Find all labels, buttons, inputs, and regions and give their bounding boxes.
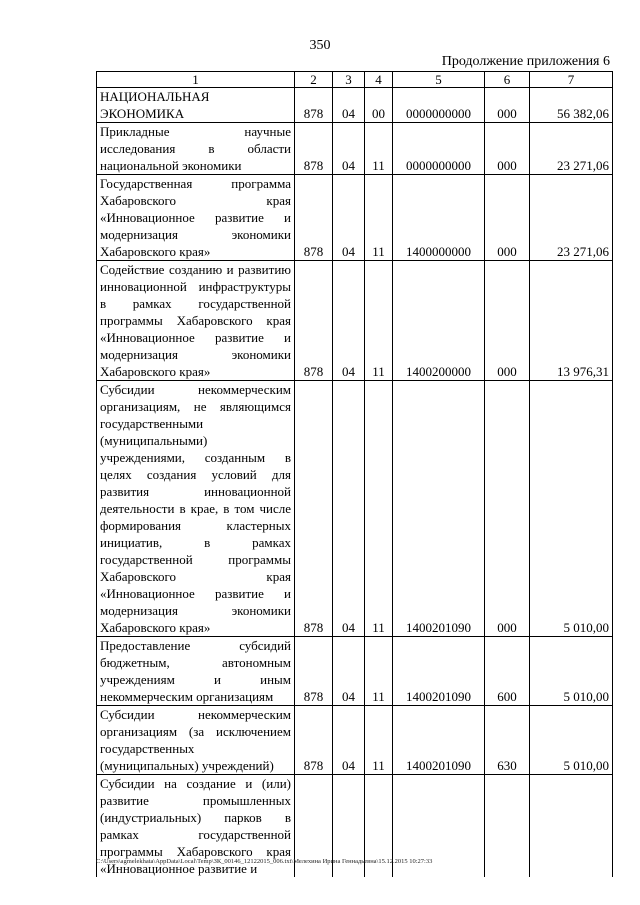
subsection-code: 11 <box>365 261 393 381</box>
section-code: 04 <box>333 88 365 123</box>
section-code: 04 <box>333 123 365 175</box>
table-row <box>97 706 613 775</box>
column-header: 7 <box>530 72 613 88</box>
expense-name: НАЦИОНАЛЬНАЯ ЭКОНОМИКА <box>97 88 295 123</box>
amount: 23 271,06 <box>530 175 613 261</box>
table-header-row <box>97 72 613 88</box>
expense-type-code: 630 <box>485 706 530 775</box>
subsection-code: 11 <box>365 175 393 261</box>
section-code: 04 <box>333 706 365 775</box>
expense-name: Субсидии некоммерческим организациям, не являющимся государственными (муниципальными) учреждениями, созданным в целях создания условий для развития инновационной деятельности в крае, в том числе формирования кластерных инициатив, в рамках государственной программы Хабаровского края «Инновационное развитие и модернизация экономики Хабаровского края» <box>97 381 295 637</box>
expense-name: Содействие созданию и развитию инновационной инфраструктуры в рамках государственной программы Хабаровского края «Инновационное развитие и модернизация экономики Хабаровского края» <box>97 261 295 381</box>
column-header: 5 <box>393 72 485 88</box>
file-path-footer: C:\Users\agmelekhata\AppData\Local\Temp\ЗК_00146_12122015_006.txt\Мелехина Ирина Геннадьевна\15.12.2015 10:27:33 <box>96 858 433 865</box>
amount: 56 382,06 <box>530 88 613 123</box>
table-row <box>97 175 613 261</box>
amount <box>530 775 613 878</box>
table-row <box>97 637 613 706</box>
subsection-code: 00 <box>365 88 393 123</box>
ministry-code: 878 <box>295 88 333 123</box>
expense-type-code: 000 <box>485 381 530 637</box>
column-header: 6 <box>485 72 530 88</box>
target-item-code: 1400201090 <box>393 637 485 706</box>
ministry-code: 878 <box>295 381 333 637</box>
table-row <box>97 261 613 381</box>
expense-name: Субсидии на создание и (или) развитие промышленных (индустриальных) парков в рамках государственной программы Хабаровского края «Инновационное развитие и <box>97 775 295 878</box>
subsection-code: 11 <box>365 706 393 775</box>
section-code: 04 <box>333 381 365 637</box>
column-header: 4 <box>365 72 393 88</box>
column-header: 1 <box>97 72 295 88</box>
subsection-code: 11 <box>365 381 393 637</box>
target-item-code: 0000000000 <box>393 123 485 175</box>
expense-type-code: 000 <box>485 88 530 123</box>
appendix-continuation-label: Продолжение приложения 6 <box>441 54 610 69</box>
amount: 13 976,31 <box>530 261 613 381</box>
amount: 5 010,00 <box>530 706 613 775</box>
target-item-code: 1400201090 <box>393 706 485 775</box>
expense-type-code: 000 <box>485 261 530 381</box>
ministry-code: 878 <box>295 637 333 706</box>
target-item-code: 1400000000 <box>393 175 485 261</box>
amount: 5 010,00 <box>530 637 613 706</box>
expense-type-code: 000 <box>485 175 530 261</box>
table-row <box>97 88 613 123</box>
ministry-code: 878 <box>295 261 333 381</box>
page-number: 350 <box>309 38 331 53</box>
expense-name: Предоставление субсидий бюджетным, автономным учреждениям и иным некоммерческим организациям <box>97 637 295 706</box>
ministry-code: 878 <box>295 706 333 775</box>
table-row <box>97 381 613 637</box>
section-code: 04 <box>333 637 365 706</box>
budget-table <box>96 71 613 877</box>
table-row <box>97 123 613 175</box>
subsection-code: 11 <box>365 123 393 175</box>
target-item-code: 0000000000 <box>393 88 485 123</box>
amount: 5 010,00 <box>530 381 613 637</box>
amount: 23 271,06 <box>530 123 613 175</box>
target-item-code: 1400201090 <box>393 381 485 637</box>
expense-name: Государственная программа Хабаровского края «Инновационное развитие и модернизация экономики Хабаровского края» <box>97 175 295 261</box>
expense-name: Прикладные научные исследования в области национальной экономики <box>97 123 295 175</box>
column-header: 3 <box>333 72 365 88</box>
expense-type-code: 600 <box>485 637 530 706</box>
ministry-code: 878 <box>295 175 333 261</box>
ministry-code: 878 <box>295 123 333 175</box>
column-header: 2 <box>295 72 333 88</box>
section-code: 04 <box>333 175 365 261</box>
target-item-code: 1400200000 <box>393 261 485 381</box>
expense-type-code: 000 <box>485 123 530 175</box>
expense-type-code <box>485 775 530 878</box>
section-code: 04 <box>333 261 365 381</box>
expense-name: Субсидии некоммерческим организациям (за исключением государственных (муниципальных) учреждений) <box>97 706 295 775</box>
subsection-code: 11 <box>365 637 393 706</box>
